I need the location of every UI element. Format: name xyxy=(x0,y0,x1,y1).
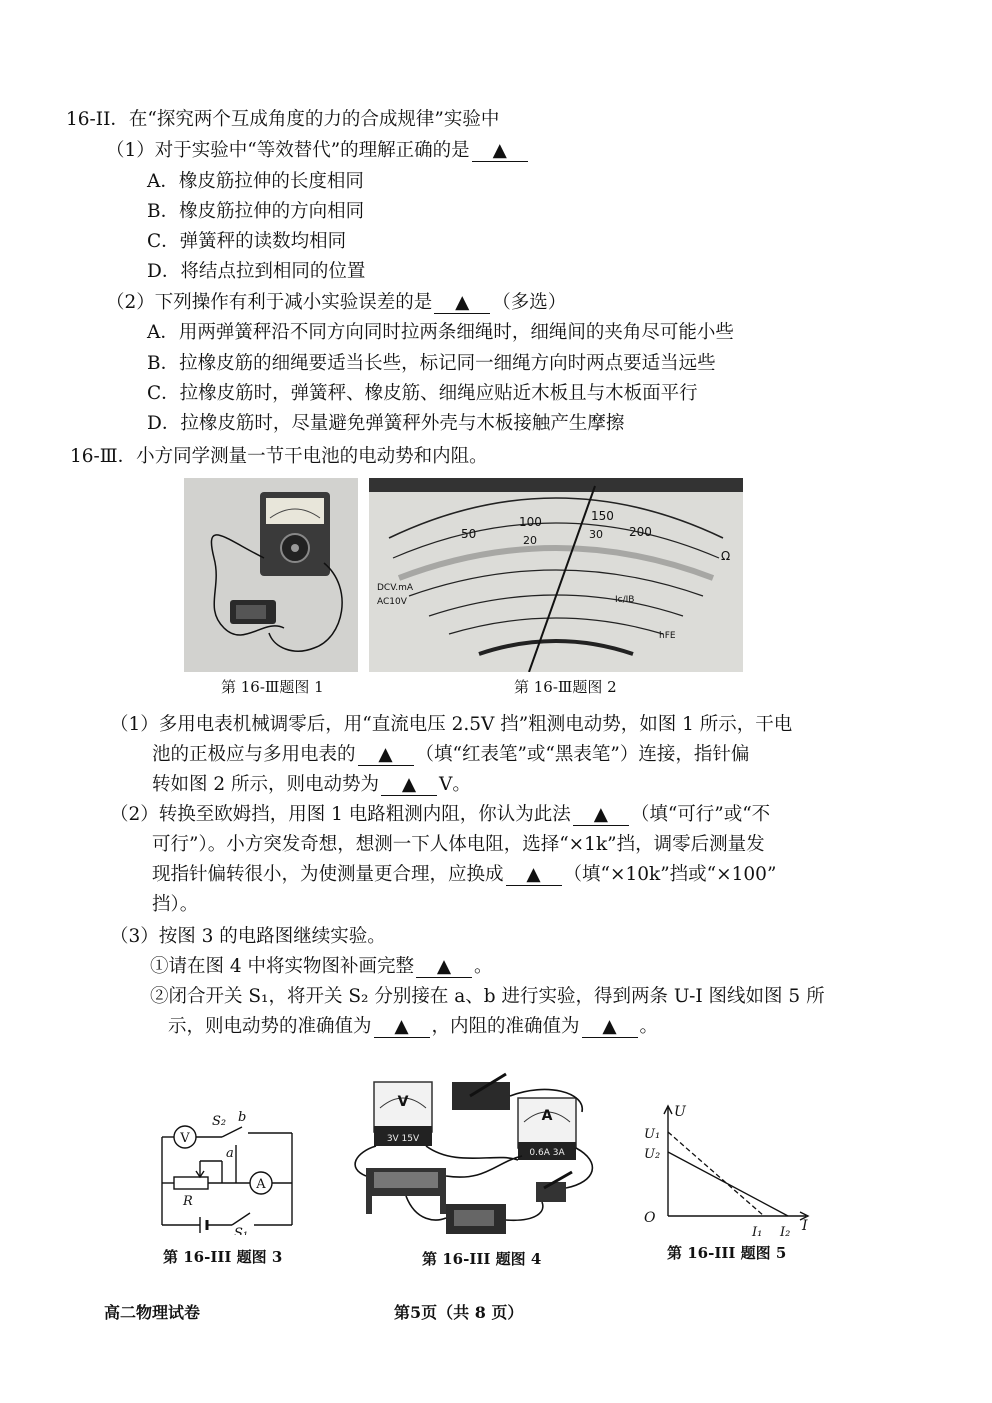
svg-text:V: V xyxy=(180,1131,190,1146)
figure-2-caption: 第 16-Ⅲ题图 2 xyxy=(514,678,617,696)
q3-p2-line2: 可行”）。小方突发奇想，想测一下人体电阻，选择“×1k”挡，调零后测量发 xyxy=(152,834,765,855)
q3-p2-line4: 挡）。 xyxy=(152,894,199,915)
answer-blank[interactable]: ▲ xyxy=(381,775,437,796)
q2-s2-option-b: B．拉橡皮筋的细绳要适当长些，标记同一细绳方向时两点要适当远些 xyxy=(147,353,716,374)
answer-blank[interactable]: ▲ xyxy=(573,805,629,826)
svg-text:U: U xyxy=(674,1104,686,1120)
figure-5-caption: 第 16-III 题图 5 xyxy=(667,1244,787,1262)
q2-s1-option-c: C．弹簧秤的读数均相同 xyxy=(147,231,347,252)
svg-text:R: R xyxy=(183,1194,193,1209)
q2-s1-option-b: B．橡皮筋拉伸的方向相同 xyxy=(147,201,365,222)
answer-blank[interactable]: ▲ xyxy=(434,293,490,314)
footer-subject: 高二物理试卷 xyxy=(104,1303,201,1322)
figure-1-caption: 第 16-Ⅲ题图 1 xyxy=(221,678,324,696)
svg-text:DCV.mA: DCV.mA xyxy=(377,583,413,593)
q2-title: 16-II．在“探究两个互成角度的力的合成规律”实验中 xyxy=(66,109,500,130)
svg-text:a: a xyxy=(226,1146,234,1161)
answer-blank[interactable]: ▲ xyxy=(472,141,528,162)
figure-3-caption: 第 16-III 题图 3 xyxy=(163,1248,283,1266)
svg-text:30: 30 xyxy=(589,528,603,541)
svg-text:3V 15V: 3V 15V xyxy=(386,1134,420,1144)
figure-4-caption: 第 16-III 题图 4 xyxy=(422,1250,542,1268)
figure-4-apparatus xyxy=(346,1072,602,1242)
svg-text:A: A xyxy=(541,1108,553,1124)
svg-text:hFE: hFE xyxy=(659,631,676,641)
q3-p3-line3: ②闭合开关 S₁，将开关 S₂ 分别接在 a、b 进行实验，得到两条 U-I 图线如图 5 所 xyxy=(150,986,825,1007)
answer-blank[interactable]: ▲ xyxy=(374,1017,430,1038)
svg-text:20: 20 xyxy=(523,534,537,547)
svg-text:I₁: I₁ xyxy=(752,1225,763,1240)
svg-text:O: O xyxy=(644,1210,656,1226)
figure-5-ui-graph xyxy=(640,1100,820,1240)
svg-text:S₂: S₂ xyxy=(212,1114,227,1129)
svg-text:Ω: Ω xyxy=(721,549,731,563)
svg-text:AC10V: AC10V xyxy=(377,597,407,607)
q3-title: 16-Ⅲ．小方同学测量一节干电池的电动势和内阻。 xyxy=(70,446,488,467)
q2-s2-option-a: A．用两弹簧秤沿不同方向同时拉两条细绳时，细绳间的夹角尽可能小些 xyxy=(147,322,734,343)
svg-text:A: A xyxy=(256,1177,266,1192)
svg-text:I: I xyxy=(802,1218,808,1234)
svg-text:200: 200 xyxy=(629,525,652,539)
svg-text:50: 50 xyxy=(461,527,477,541)
svg-text:I₂: I₂ xyxy=(780,1225,791,1240)
svg-text:b: b xyxy=(238,1110,247,1125)
answer-blank[interactable]: ▲ xyxy=(582,1017,638,1038)
q3-p1-line2: 池的正极应与多用电表的 ▲ （填“红表笔”或“黑表笔”）连接，指针偏 xyxy=(152,744,750,765)
q2-s2-option-d: D．拉橡皮筋时，尽量避免弹簧秤外壳与木板接触产生摩擦 xyxy=(147,413,625,434)
q3-p3-line2: ①请在图 4 中将实物图补画完整 ▲ 。 xyxy=(150,956,493,977)
q2-s2-option-c: C．拉橡皮筋时，弹簧秤、橡皮筋、细绳应贴近木板且与木板面平行 xyxy=(147,383,698,404)
figure-2-meter-dial xyxy=(369,478,743,672)
svg-text:100: 100 xyxy=(519,515,542,529)
svg-text:150: 150 xyxy=(591,509,614,523)
q3-p2-line1: （2）转换至欧姆挡，用图 1 电路粗测内阻，你认为此法 ▲ （填“可行”或“不 xyxy=(110,804,771,825)
q2-s2-stem: （2）下列操作有利于减小实验误差的是 ▲ （多选） xyxy=(106,292,567,313)
q3-p3-line4: 示，则电动势的准确值为 ▲ ，内阻的准确值为 ▲ 。 xyxy=(168,1016,659,1037)
svg-text:S₁: S₁ xyxy=(234,1226,249,1235)
answer-blank[interactable]: ▲ xyxy=(358,745,414,766)
q2-s1-option-a: A．橡皮筋拉伸的长度相同 xyxy=(147,171,364,192)
q3-p3-line1: （3）按图 3 的电路图继续实验。 xyxy=(110,926,386,947)
q3-p1-line1: （1）多用电表机械调零后，用“直流电压 2.5V 挡”粗测电动势，如图 1 所示，干电 xyxy=(110,714,793,735)
q3-p1-line3: 转如图 2 所示，则电动势为 ▲ V。 xyxy=(152,774,471,795)
answer-blank[interactable]: ▲ xyxy=(416,957,472,978)
svg-text:0.6A 3A: 0.6A 3A xyxy=(529,1148,565,1158)
svg-text:V: V xyxy=(397,1094,409,1110)
figure-3-circuit xyxy=(150,1105,300,1235)
q3-p2-line3: 现指针偏转很小，为使测量更合理，应换成 ▲ （填“×10k”挡或“×100” xyxy=(152,864,777,885)
figure-1-photo xyxy=(184,478,358,672)
svg-text:Ic/IB: Ic/IB xyxy=(615,595,635,605)
footer-page-number: 第5页（共 8 页） xyxy=(394,1303,524,1322)
q2-s1-option-d: D．将结点拉到相同的位置 xyxy=(147,261,366,282)
q2-s1-stem: （1）对于实验中“等效替代”的理解正确的是 ▲ xyxy=(106,138,530,164)
svg-text:U₁: U₁ xyxy=(644,1127,661,1142)
answer-blank[interactable]: ▲ xyxy=(506,865,562,886)
svg-text:U₂: U₂ xyxy=(644,1147,661,1162)
